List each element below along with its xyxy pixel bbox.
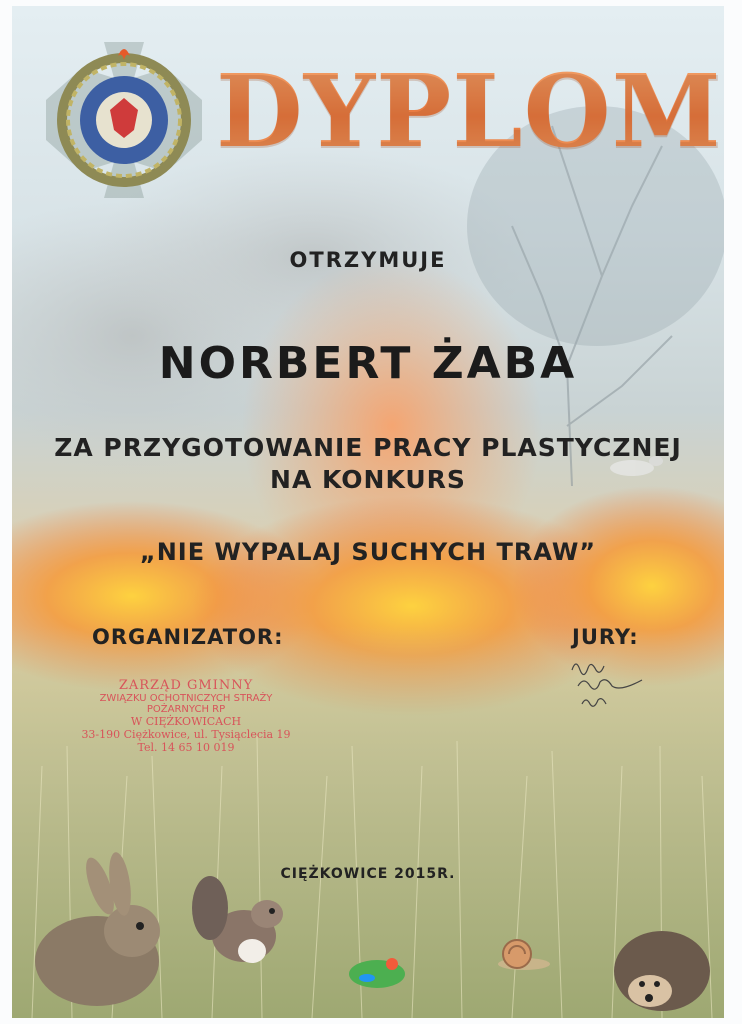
award-reason-line2: NA KONKURS (270, 465, 466, 494)
stamp-line4: 33-190 Ciężkowice, ul. Tysiąclecia 19 (81, 728, 291, 741)
recipient-name: NORBERT ŻABA (158, 338, 578, 389)
cross-emblem-icon (46, 42, 202, 198)
stamp-line1: ZARZĄD GMINNY (118, 678, 254, 693)
jury-label: JURY: (572, 625, 639, 649)
diploma-title: DYPLOM (216, 52, 724, 170)
hedgehog-illustration (614, 931, 710, 1011)
stamp-line5: Tel. 14 65 10 019 (137, 741, 235, 754)
award-reason (12, 432, 724, 496)
receives-label: OTRZYMUJE (289, 248, 447, 272)
jury-signatures (564, 652, 674, 712)
fire-brigade-emblem (42, 38, 206, 202)
organizer-label: ORGANIZATOR: (92, 625, 284, 649)
place-and-date: CIĘŻKOWICE 2015R. (280, 866, 456, 882)
diploma-sheet (12, 6, 724, 1018)
organizer-stamp (76, 678, 296, 754)
contest-title: „NIE WYPALAJ SUCHYCH TRAW” (139, 538, 597, 566)
award-reason-line1: ZA PRZYGOTOWANIE PRACY PLASTYCZNEJ (54, 433, 682, 462)
stamp-line2: ZWIĄZKU OCHOTNICZYCH STRAŻY POŻARNYCH RP (99, 693, 273, 715)
stamp-line3: W CIĘŻKOWICACH (130, 715, 242, 728)
